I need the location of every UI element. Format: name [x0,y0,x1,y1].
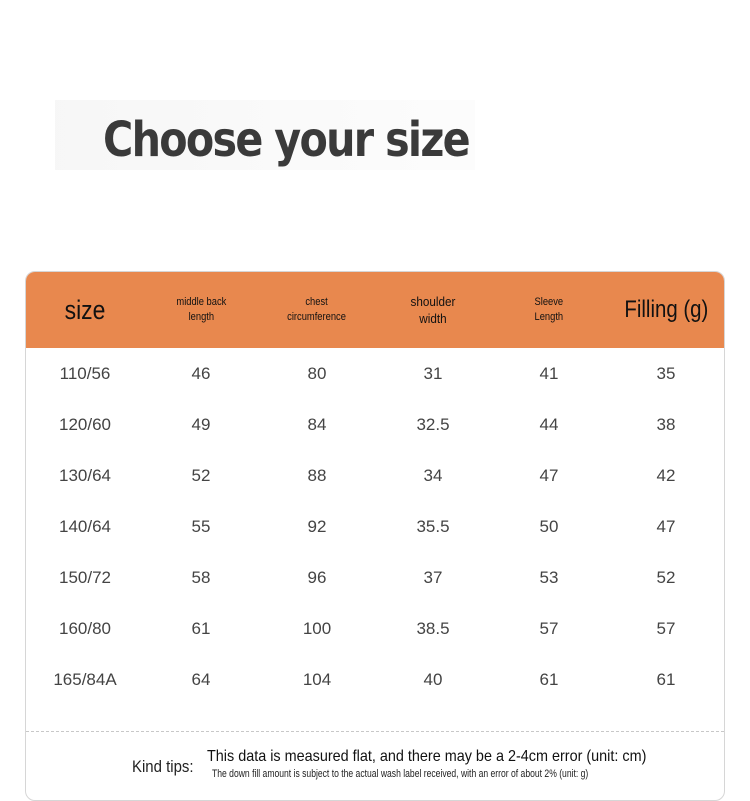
header-middle-back-length: middle back length [176,296,226,323]
cell-sleeve: 57 [539,618,559,638]
cell-sleeve: 61 [539,669,559,689]
cell-size: 140/64 [59,516,111,536]
size-chart-card [25,271,725,801]
cell-chest: 104 [302,669,332,689]
cell-size: 165/84A [53,669,117,689]
cell-back-length: 58 [191,567,211,587]
cell-shoulder: 34 [423,465,443,485]
table-body [26,348,724,705]
cell-chest: 88 [307,465,327,485]
cell-size: 130/64 [59,465,111,485]
cell-chest: 96 [307,567,327,587]
header-size: size [64,294,106,325]
cell-filling: 52 [656,567,676,587]
cell-filling: 42 [656,465,676,485]
cell-shoulder: 31 [423,363,443,383]
tips-sub-text: The down fill amount is subject to the actual wash label received, with an error of about 2% (unit: g) [212,768,589,780]
cell-filling: 61 [656,669,676,689]
cell-sleeve: 53 [539,567,559,587]
table-row [26,603,724,654]
cell-filling: 38 [656,414,676,434]
cell-size: 110/56 [59,363,111,383]
table-row [26,654,724,705]
cell-back-length: 64 [191,669,211,689]
cell-shoulder: 35.5 [416,516,450,536]
tips-main-text: This data is measured flat, and there may be a 2-4cm error (unit: cm) [207,748,647,765]
cell-sleeve: 50 [539,516,559,536]
cell-size: 150/72 [59,567,111,587]
table-row [26,501,724,552]
cell-filling: 35 [656,363,676,383]
cell-filling: 57 [656,618,676,638]
table-header [26,272,724,348]
page-title: Choose your size [103,112,469,168]
cell-size: 160/80 [59,618,111,638]
table-row [26,552,724,603]
header-chest-circumference: chest circumference [287,296,347,323]
header-filling: Filling (g) [624,296,708,323]
tips-divider [26,731,724,732]
cell-chest: 84 [307,414,327,434]
cell-sleeve: 41 [539,363,559,383]
table-row [26,399,724,450]
cell-sleeve: 44 [539,414,559,434]
cell-chest: 80 [307,363,327,383]
cell-back-length: 55 [191,516,211,536]
cell-size: 120/60 [59,414,111,434]
cell-chest: 92 [307,516,327,536]
cell-shoulder: 37 [423,567,443,587]
cell-sleeve: 47 [539,465,559,485]
header-shoulder-width: shoulder width [410,294,456,326]
table-row [26,450,724,501]
cell-back-length: 52 [191,465,211,485]
cell-shoulder: 40 [423,669,443,689]
tips-label: Kind tips: [132,757,194,776]
cell-shoulder: 38.5 [416,618,450,638]
cell-back-length: 46 [191,363,211,383]
cell-chest: 100 [302,618,332,638]
header-sleeve-length: Sleeve Length [534,296,564,323]
cell-filling: 47 [656,516,676,536]
cell-back-length: 61 [191,618,211,638]
table-row [26,348,724,399]
cell-back-length: 49 [191,414,211,434]
cell-shoulder: 32.5 [416,414,450,434]
